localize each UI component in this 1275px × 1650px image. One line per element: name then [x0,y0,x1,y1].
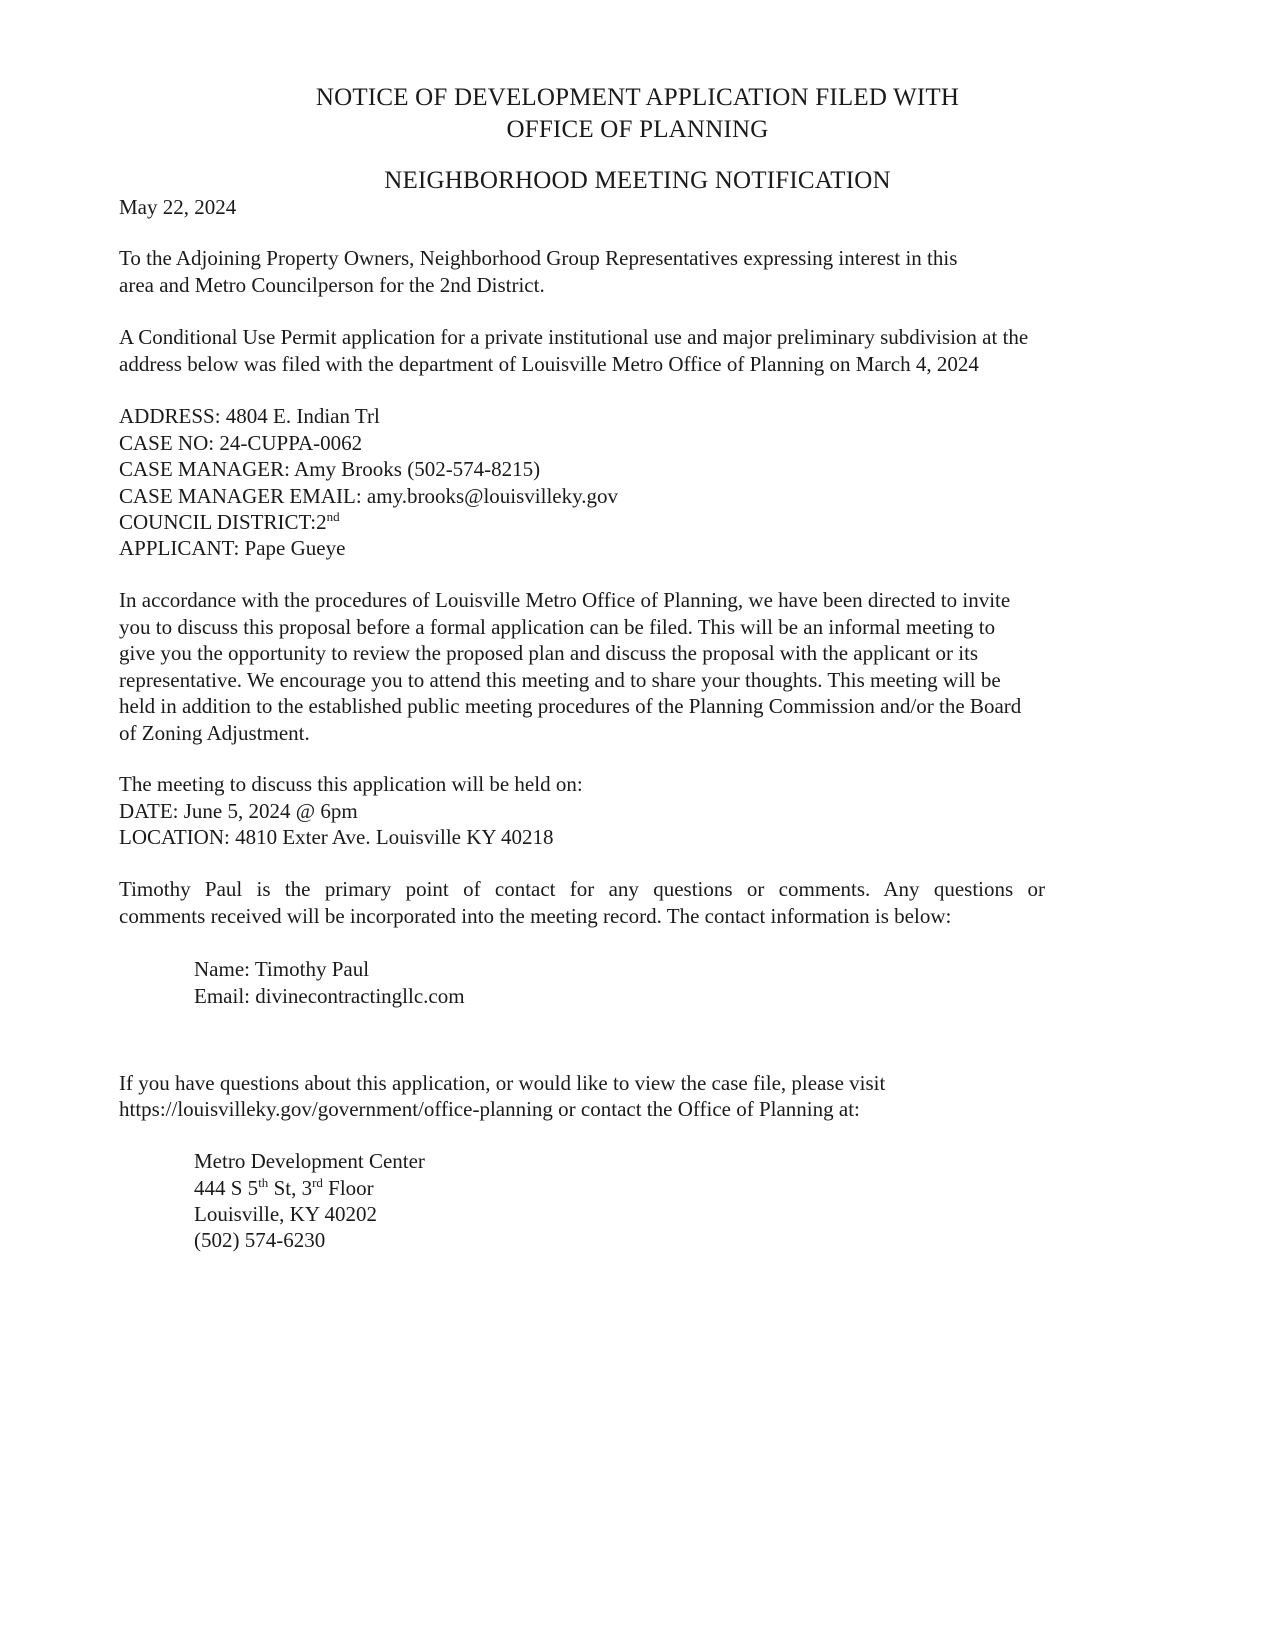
office-name: Metro Development Center [194,1149,425,1173]
meeting-intro: The meeting to discuss this application will be held on: [119,772,583,796]
applicant: APPLICANT: Pape Gueye [119,536,346,560]
notice-subtitle: NEIGHBORHOOD MEETING NOTIFICATION [384,167,891,194]
case-manager-email: CASE MANAGER EMAIL: amy.brooks@louisvilleky.gov [119,484,619,508]
contact-name: Name: Timothy Paul [194,957,370,981]
case-address: ADDRESS: 4804 E. Indian Trl [119,404,380,428]
questions-line2: https://louisvilleky.gov/government/office-planning or contact the Office of Planning at: [119,1097,860,1121]
procedure-line4: representative. We encourage you to attend this meeting and to share your thoughts. This meeting will be [119,668,1001,692]
office-address [194,1175,374,1202]
contact-paragraph-line1: Timothy Paul is the primary point of contact for any questions or comments. Any questions or [119,877,1045,901]
contact-paragraph-line2: comments received will be incorporated into the meeting record. The contact information is below: [119,904,952,928]
procedure-line3: give you the opportunity to review the proposed plan and discuss the proposal with the applicant or its [119,641,979,665]
procedure-line2: you to discuss this proposal before a formal application can be filed. This will be an informal meeting to [119,615,996,639]
notice-title-line1: NOTICE OF DEVELOPMENT APPLICATION FILED WITH [315,84,960,111]
office-address-part-c: Floor [322,1176,374,1200]
salutation-line1: To the Adjoining Property Owners, Neighborhood Group Representatives expressing interest in this [119,246,958,270]
office-address-suffix-rd: rd [312,1175,323,1190]
office-address-part-b: St, 3 [268,1176,313,1200]
case-number: CASE NO: 24-CUPPA-0062 [119,431,363,455]
intro-line2: address below was filed with the department of Louisville Metro Office of Planning on March 4, 2024 [119,352,979,376]
questions-line1: If you have questions about this application, or would like to view the case file, please visit [119,1071,886,1095]
notice-title-line2: OFFICE OF PLANNING [506,116,769,143]
contact-email: Email: divinecontractingllc.com [194,984,465,1008]
procedure-line1: In accordance with the procedures of Louisville Metro Office of Planning, we have been directed to invite [119,588,1011,612]
meeting-date: DATE: June 5, 2024 @ 6pm [119,799,358,823]
council-district-suffix: nd [326,509,340,524]
office-address-suffix-th: th [258,1175,269,1190]
notice-date: May 22, 2024 [119,195,237,219]
procedure-line6: of Zoning Adjustment. [119,721,310,745]
council-district [119,509,340,536]
salutation-line2: area and Metro Councilperson for the 2nd District. [119,273,545,297]
case-manager: CASE MANAGER: Amy Brooks (502-574-8215) [119,457,541,481]
office-city: Louisville, KY 40202 [194,1202,377,1226]
meeting-location: LOCATION: 4810 Exter Ave. Louisville KY 40218 [119,825,554,849]
office-address-part-a: 444 S 5 [194,1176,259,1200]
council-district-label: COUNCIL DISTRICT:2 [119,510,327,534]
office-phone: (502) 574-6230 [194,1228,326,1252]
procedure-line5: held in addition to the established public meeting procedures of the Planning Commission and/or the Board [119,694,1022,718]
intro-line1: A Conditional Use Permit application for a private institutional use and major preliminary subdivision at the [119,325,1029,349]
